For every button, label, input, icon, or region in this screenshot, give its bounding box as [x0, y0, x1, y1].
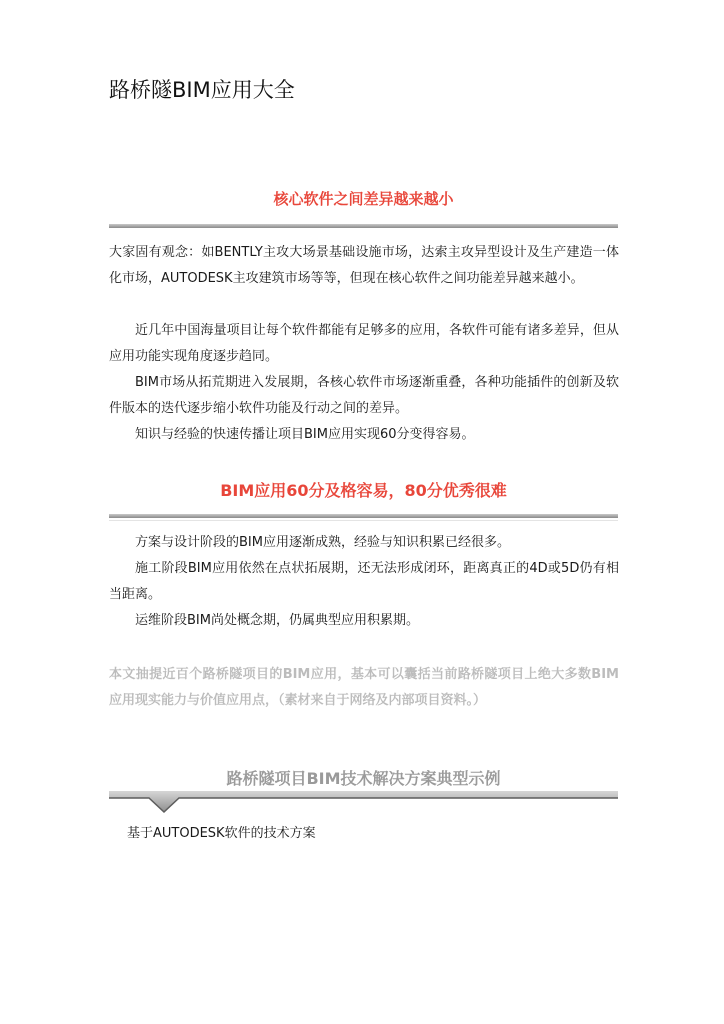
paragraph: 知识与经验的快速传播让项目BIM应用实现60分变得容易。 — [135, 427, 475, 442]
section-banner — [109, 788, 618, 814]
paragraph: 近几年中国海量项目让每个软件都能有足够多的应用，各软件可能有诸多差异，但从应用功能实现角度逐步趋同。 — [109, 323, 619, 364]
source-note: 本文抽提近百个路桥隧项目的BIM应用，基本可以囊括当前路桥隧项目上绝大多数BIM应用现实能力与价值应用点，（素材来自于网络及内部项目资料。） — [109, 667, 619, 708]
page-title: 路桥隧BIM应用大全 — [109, 78, 295, 102]
section-divider-shadow — [109, 520, 618, 521]
section-divider — [109, 514, 618, 518]
paragraph: 大家固有观念：如BENTLY主攻大场景基础设施市场，达索主攻异型设计及生产建造一体化市场，AUTODESK主攻建筑市场等等，但现在核心软件之间功能差异越来越小。 — [109, 245, 619, 286]
paragraph: 运维阶段BIM尚处概念期，仍属典型应用积累期。 — [135, 613, 419, 628]
sub-label-autodesk: 基于AUTODESK软件的技术方案 — [127, 826, 316, 841]
paragraph: 方案与设计阶段的BIM应用逐渐成熟，经验与知识积累已经很多。 — [135, 535, 510, 550]
paragraph: 施工阶段BIM应用依然在点状拓展期，还无法形成闭环，距离真正的4D或5D仍有相当距离。 — [109, 561, 619, 602]
section-heading-typical-examples: 路桥隧项目BIM技术解决方案典型示例 — [226, 769, 501, 788]
section-divider — [109, 224, 618, 228]
paragraph: BIM市场从拓荒期进入发展期，各核心软件市场逐渐重叠，各种功能插件的创新及软件版本的迭代逐步缩小软件功能及行动之间的差异。 — [109, 375, 619, 416]
section-heading-bim-score: BIM应用60分及格容易，80分优秀很难 — [220, 481, 507, 500]
section-heading-core-software: 核心软件之间差异越来越小 — [273, 190, 454, 208]
